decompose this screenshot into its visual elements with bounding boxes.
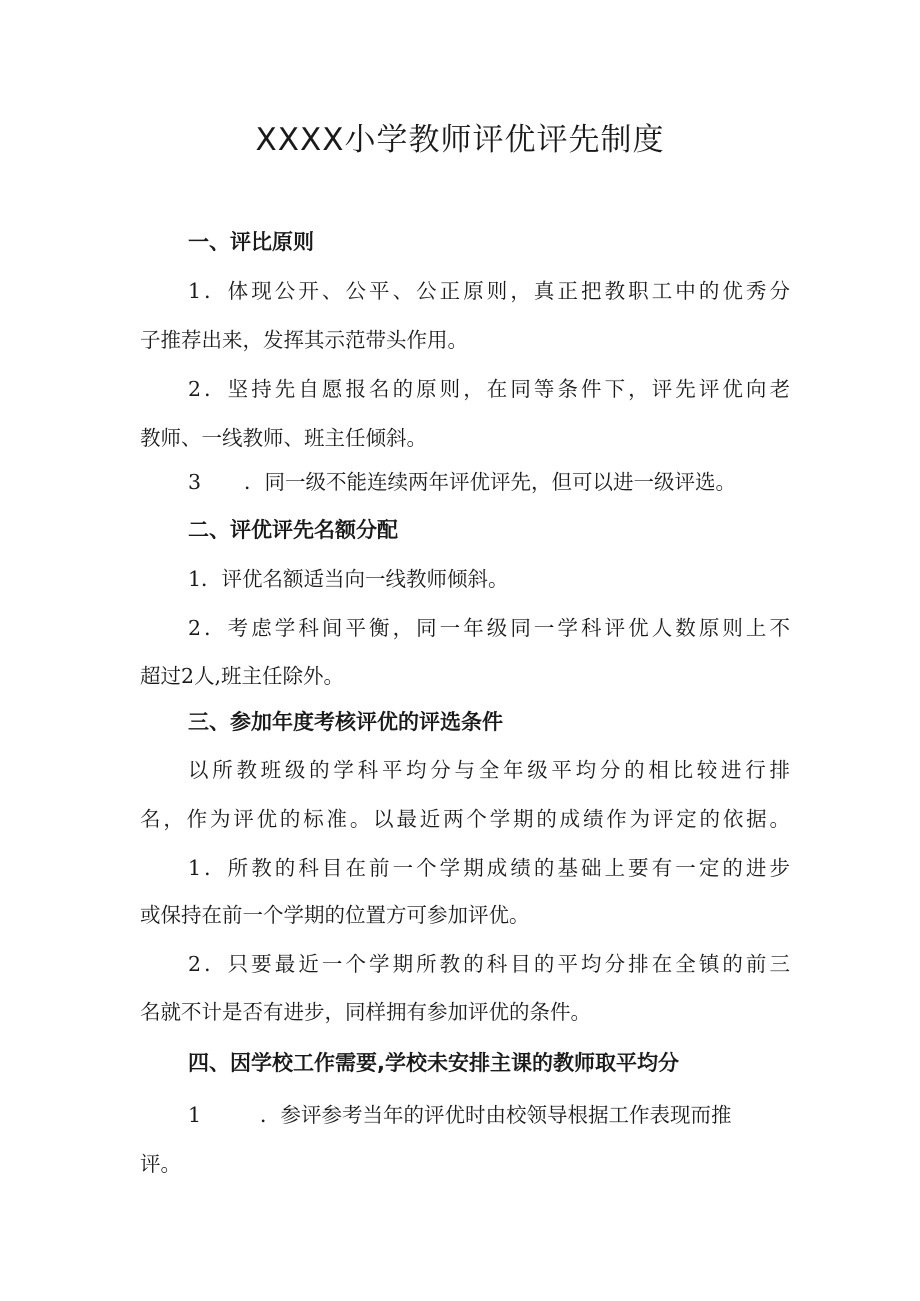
paragraph-line xyxy=(188,1099,838,1131)
section-heading-1: 一、评比原则 xyxy=(188,230,314,254)
paragraph-line: 2．只要最近一个学期所教的科目的平均分排在全镇的前三 xyxy=(188,952,790,976)
document-title: XXXX小学教师评优评先制度 xyxy=(255,122,665,158)
paragraph-line: 教师、一线教师、班主任倾斜。 xyxy=(140,426,427,450)
item-number: 1 xyxy=(188,1103,202,1127)
paragraph-line: 2．考虑学科间平衡，同一年级同一学科评优人数原则上不 xyxy=(188,616,790,640)
item-text: ．同一级不能连续两年评优评先，但可以进一级评选。 xyxy=(244,470,736,494)
paragraph-line: 1．体现公开、公平、公正原则，真正把教职工中的优秀分 xyxy=(188,279,790,303)
paragraph-line: 名就不计是否有进步，同样拥有参加评优的条件。 xyxy=(140,1000,591,1024)
paragraph-line xyxy=(188,466,838,498)
paragraph-line: 子推荐出来，发挥其示范带头作用。 xyxy=(140,328,468,352)
item-text: ．参评参考当年的评优时由校领导根据工作表现而推 xyxy=(260,1103,732,1127)
paragraph-line: 名，作为评优的标准。以最近两个学期的成绩作为评定的依据。 xyxy=(140,807,790,831)
paragraph-line: 超过2人,班主任除外。 xyxy=(140,664,345,688)
paragraph-line: 以所教班级的学科平均分与全年级平均分的相比较进行排 xyxy=(188,758,790,782)
paragraph-line: 或保持在前一个学期的位置方可参加评优。 xyxy=(140,903,530,927)
paragraph-line: 评。 xyxy=(140,1152,181,1176)
section-heading-2: 二、评优评先名额分配 xyxy=(188,518,398,542)
section-heading-3: 三、参加年度考核评优的评选条件 xyxy=(188,710,503,734)
paragraph-line: 1．评优名额适当向一线教师倾斜。 xyxy=(188,567,509,591)
section-heading-4: 四、因学校工作需要,学校未安排主课的教师取平均分 xyxy=(188,1051,679,1075)
paragraph-line: 2．坚持先自愿报名的原则，在同等条件下，评先评优向老 xyxy=(188,377,790,401)
paragraph-line: 1．所教的科目在前一个学期成绩的基础上要有一定的进步 xyxy=(188,856,790,880)
item-number: 3 xyxy=(188,470,202,494)
